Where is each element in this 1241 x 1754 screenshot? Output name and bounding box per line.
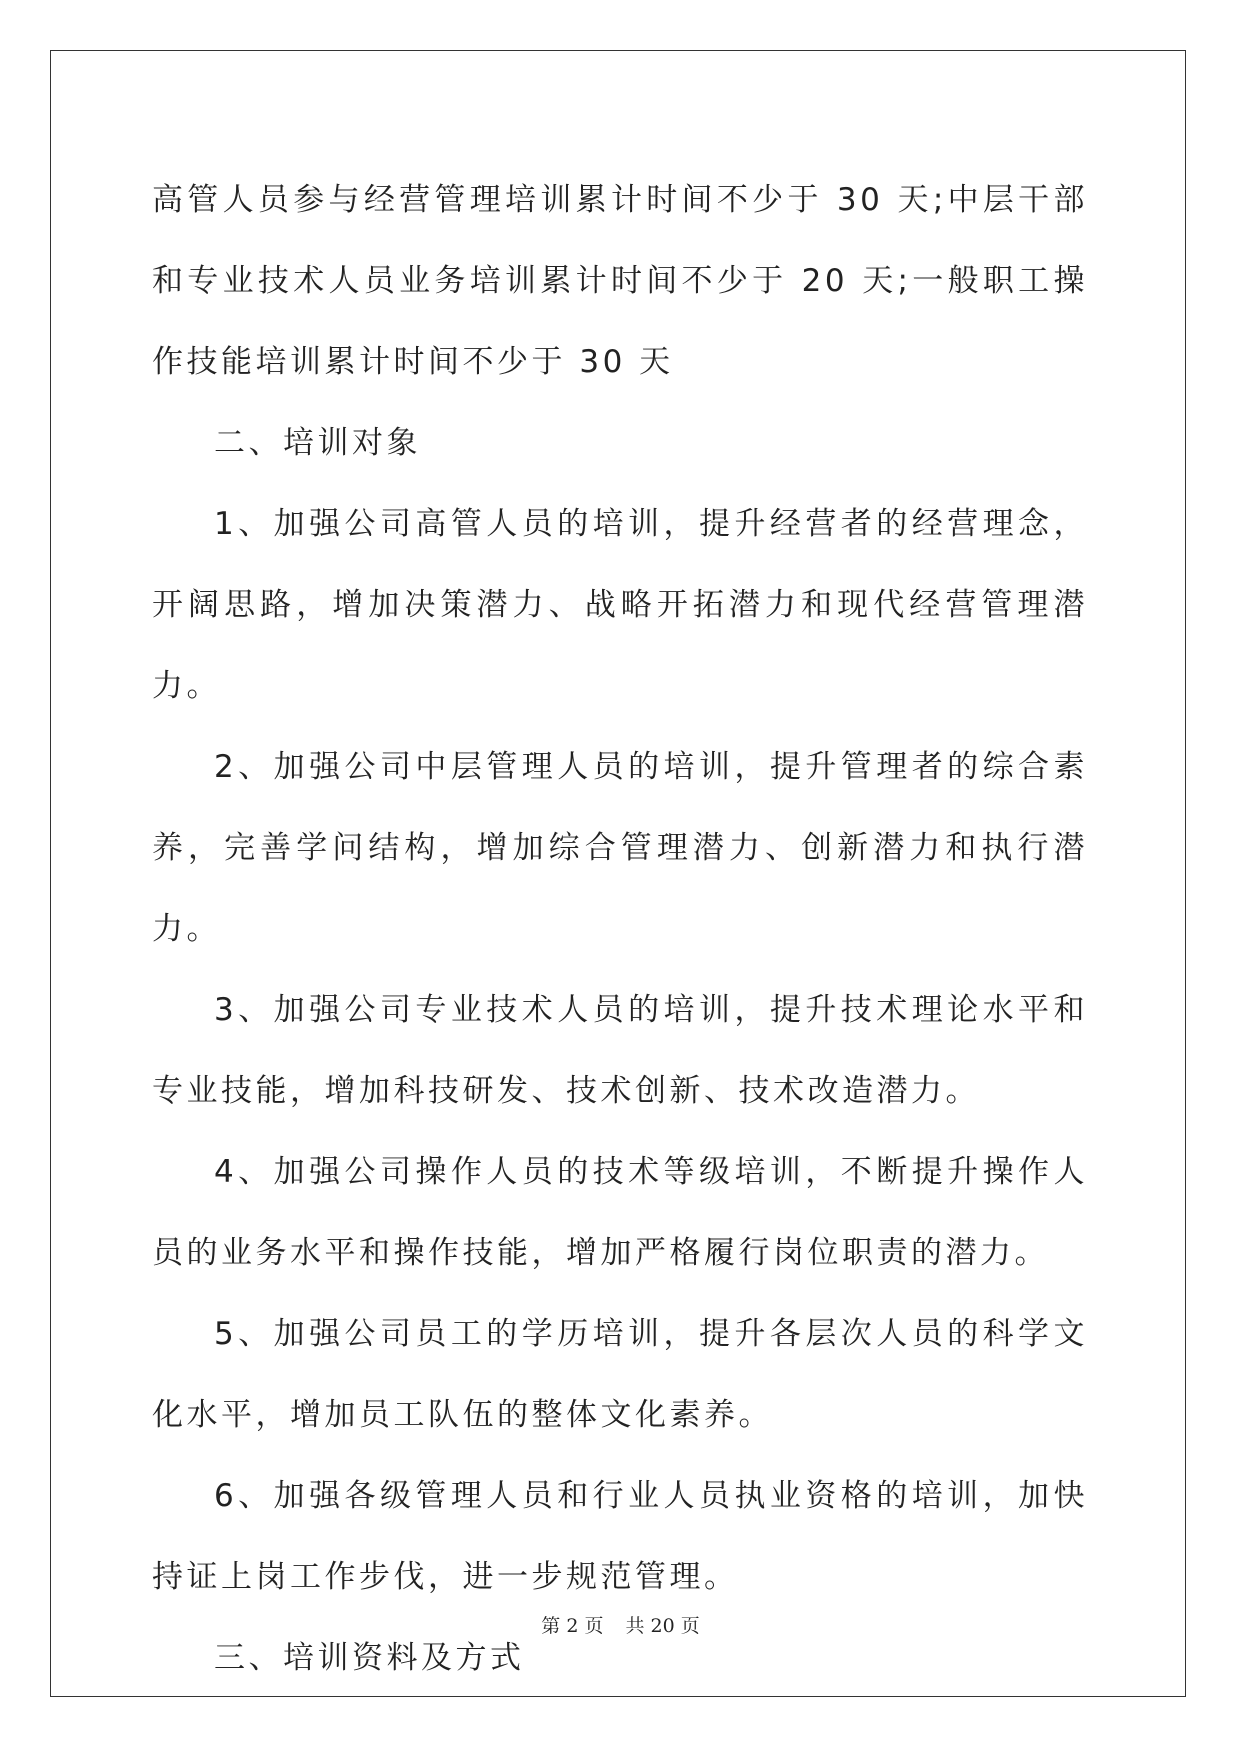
section-heading-training-targets: 二、培训对象 xyxy=(214,425,421,461)
list-item-5: 5、加强公司员工的学历培训，提升各层次人员的科学文化水平，增加员工队伍的整体文化素养。 xyxy=(152,1316,1088,1433)
document-body xyxy=(152,160,1088,1699)
page-footer xyxy=(0,1611,1241,1638)
list-item-4: 4、加强公司操作人员的技术等级培训，不断提升操作人员的业务水平和操作技能，增加严格履行岗位职责的潜力。 xyxy=(152,1154,1088,1271)
list-item-1: 1、加强公司高管人员的培训，提升经营者的经营理念，开阔思路，增加决策潜力、战略开拓潜力和现代经营管理潜力。 xyxy=(152,506,1088,704)
paragraph-intro-continuation: 高管人员参与经营管理培训累计时间不少于 30 天;中层干部和专业技术人员业务培训累计时间不少于 20 天;一般职工操作技能培训累计时间不少于 30 天 xyxy=(152,182,1088,380)
page-total: 共 20 页 xyxy=(625,1615,700,1637)
list-item-6: 6、加强各级管理人员和行业人员执业资格的培训，加快持证上岗工作步伐，进一步规范管理。 xyxy=(152,1478,1088,1595)
section-heading-training-content: 三、培训资料及方式 xyxy=(214,1640,525,1676)
list-item-2: 2、加强公司中层管理人员的培训，提升管理者的综合素养，完善学问结构，增加综合管理潜力、创新潜力和执行潜力。 xyxy=(152,749,1088,947)
page-number: 第 2 页 xyxy=(541,1615,604,1637)
list-item-3: 3、加强公司专业技术人员的培训，提升技术理论水平和专业技能，增加科技研发、技术创新、技术改造潜力。 xyxy=(152,992,1088,1109)
